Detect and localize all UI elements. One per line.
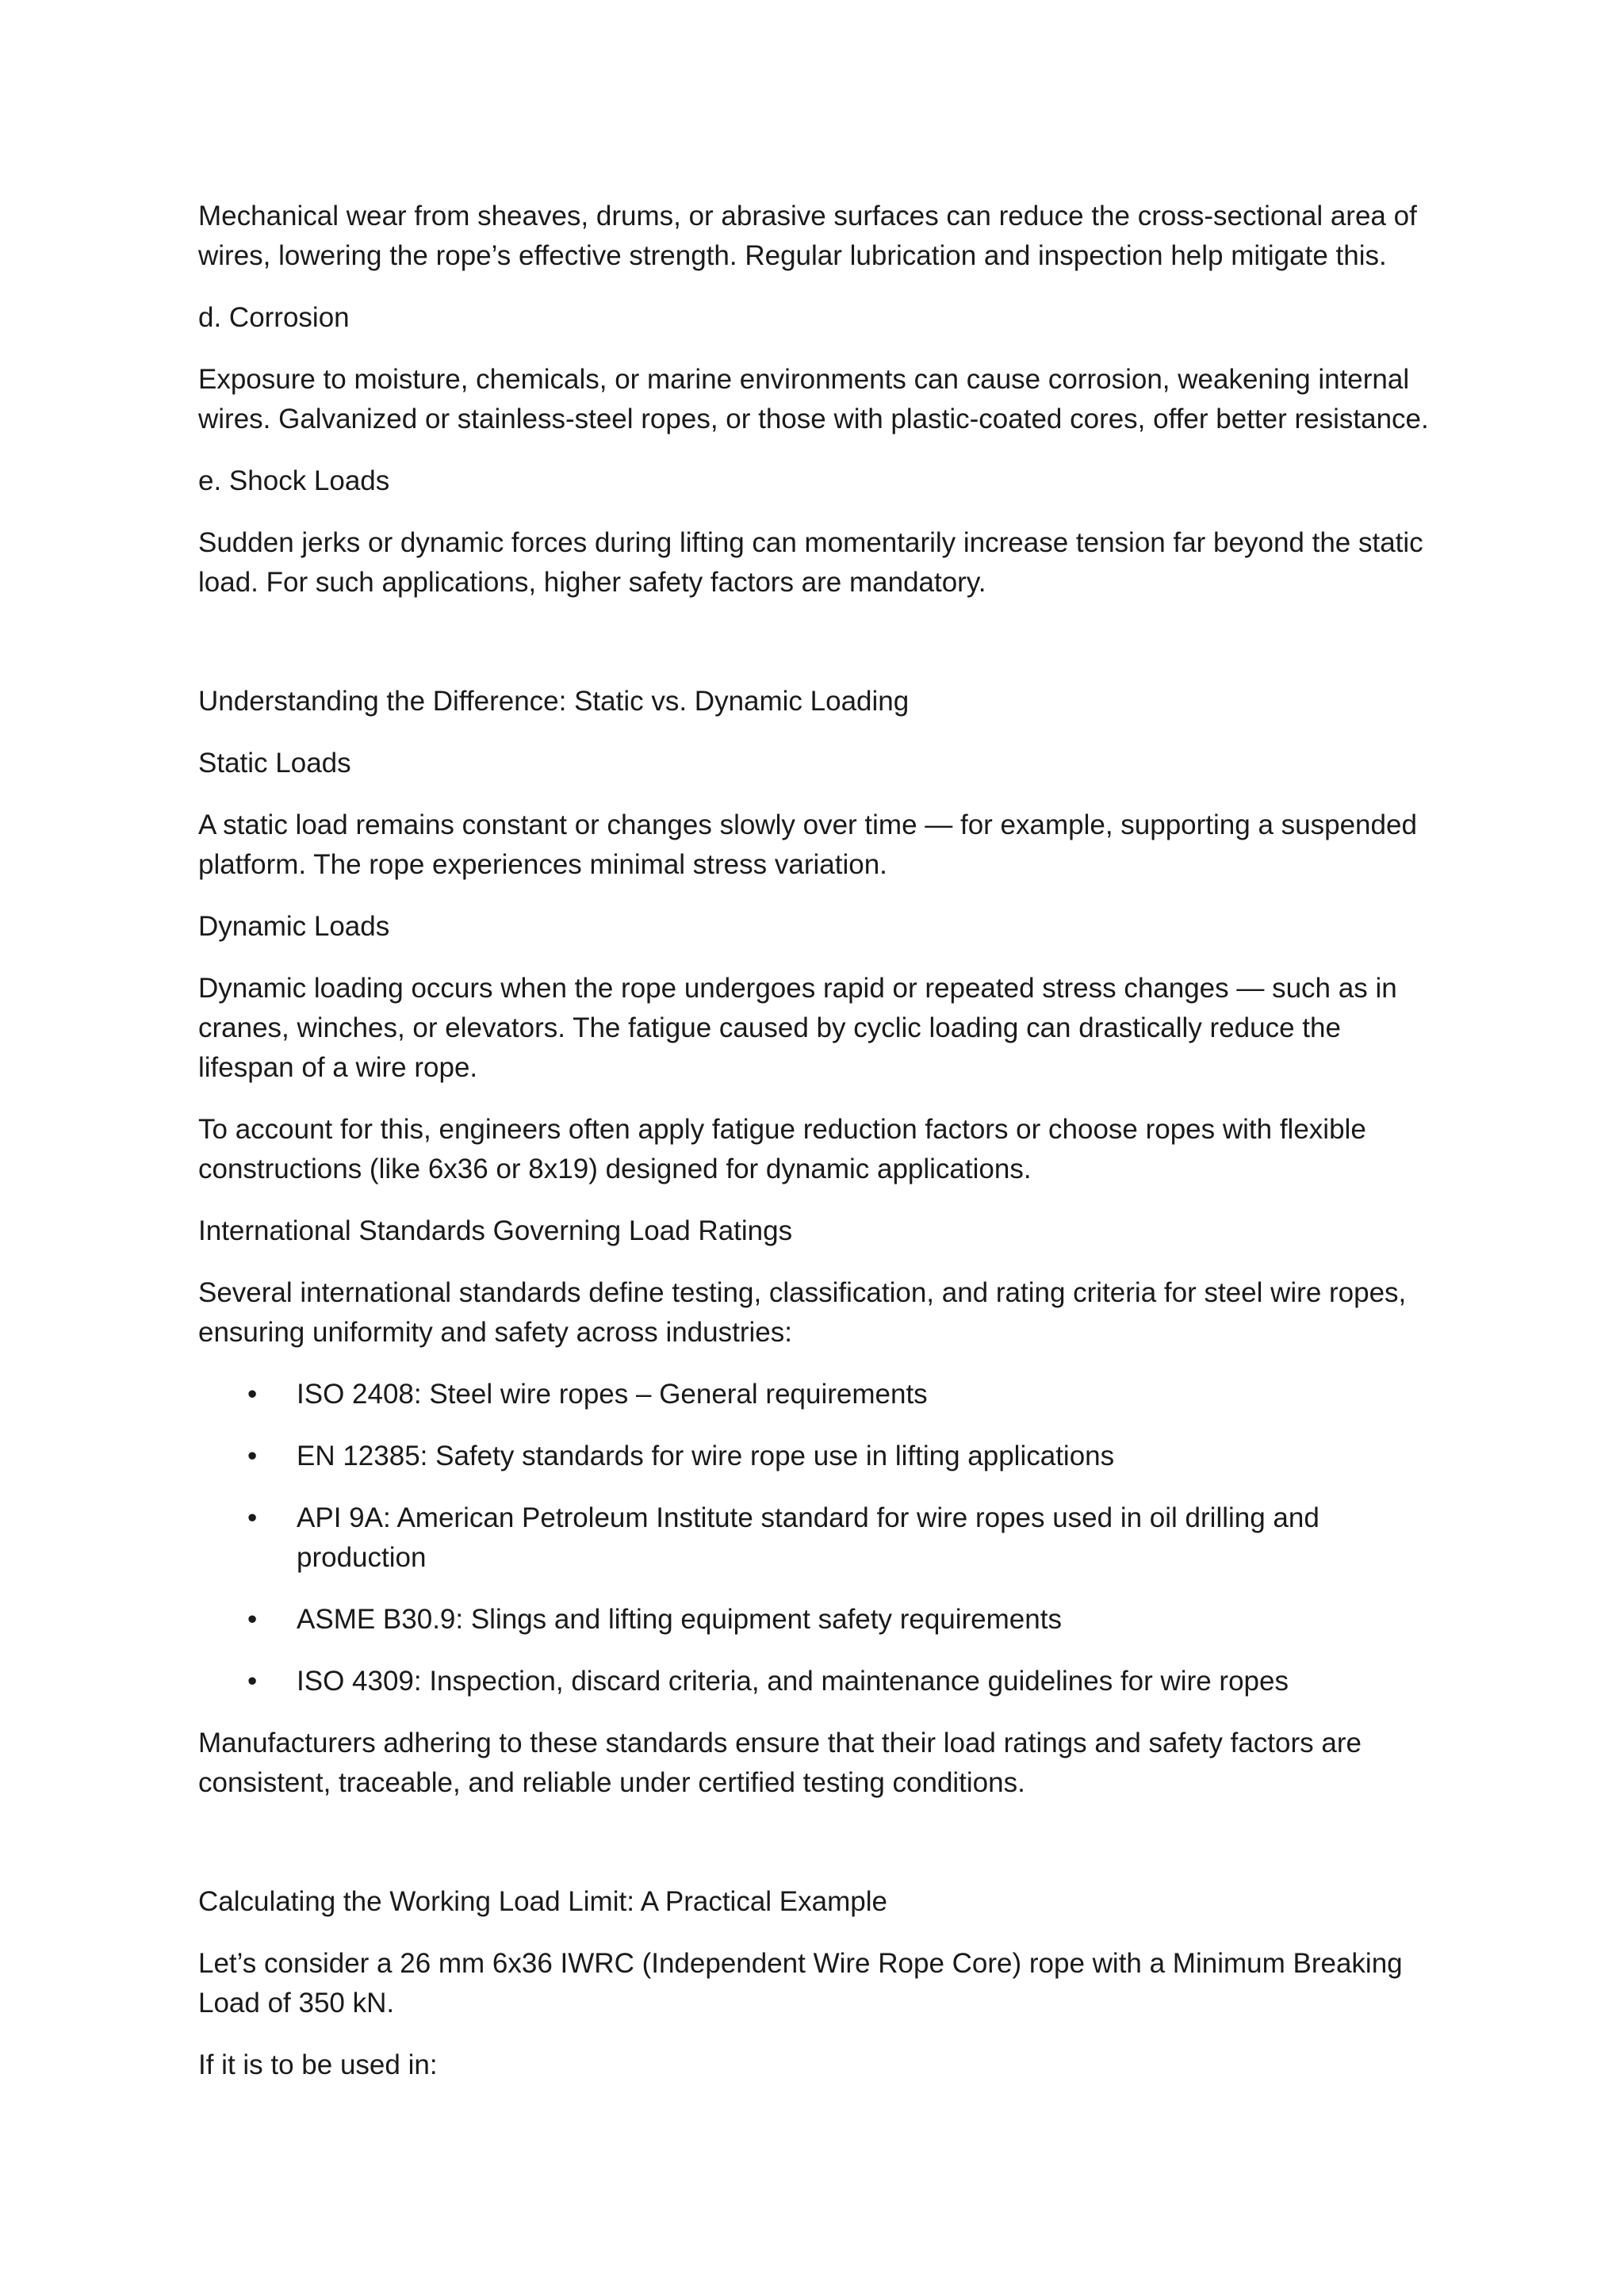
- subheading-static-loads: Static Loads: [198, 748, 351, 779]
- paragraph-corrosion: Exposure to moisture, chemicals, or marine environments can cause corrosion, weakening internal wires. Galvanized or stainless-steel ropes, or those with plastic-coated cores, offer better resistance.: [198, 364, 1429, 434]
- heading-static-vs-dynamic: Understanding the Difference: Static vs. Dynamic Loading: [198, 686, 910, 717]
- list-item: [198, 1375, 1435, 1414]
- list-item-text: ASME B30.9: Slings and lifting equipment safety requirements: [297, 1604, 1062, 1635]
- list-item-text: ISO 4309: Inspection, discard criteria, and maintenance guidelines for wire ropes: [297, 1666, 1289, 1697]
- paragraph-example-rope: Let’s consider a 26 mm 6x36 IWRC (Independent Wire Rope Core) rope with a Minimum Breaking Load of 350 kN.: [198, 1948, 1403, 2019]
- standards-list: [198, 1375, 1435, 1701]
- paragraph-shock-loads: Sudden jerks or dynamic forces during lifting can momentarily increase tension far beyond the static load. For such applications, higher safety factors are mandatory.: [198, 527, 1423, 598]
- paragraph-dynamic-loads: Dynamic loading occurs when the rope undergoes rapid or repeated stress changes — such as in cranes, winches, or elevators. The fatigue caused by cyclic loading can drastically reduce the lifespan of a wire rope.: [198, 973, 1397, 1083]
- paragraph-standards-intro: Several international standards define testing, classification, and rating criteria for steel wire ropes, ensuring uniformity and safety across industries:: [198, 1277, 1407, 1348]
- list-item-text: ISO 2408: Steel wire ropes – General requirements: [297, 1379, 928, 1410]
- paragraph-mechanical-wear: Mechanical wear from sheaves, drums, or abrasive surfaces can reduce the cross-sectional area of wires, lowering the rope’s effective strength. Regular lubrication and inspection help mitigate this.: [198, 201, 1417, 271]
- list-item: [198, 1437, 1435, 1476]
- paragraph-static-loads: A static load remains constant or changes slowly over time — for example, supporting a suspended platform. The rope experiences minimal stress variation.: [198, 809, 1417, 880]
- list-item-text: API 9A: American Petroleum Institute standard for wire ropes used in oil drilling and production: [297, 1502, 1320, 1573]
- subheading-shock-loads: e. Shock Loads: [198, 465, 390, 496]
- list-item: [198, 1498, 1435, 1578]
- bullet-icon: •: [247, 1379, 258, 1410]
- paragraph-fatigue-account: To account for this, engineers often apply fatigue reduction factors or choose ropes with flexible constructions (like 6x36 or 8x19) designed for dynamic applications.: [198, 1114, 1366, 1184]
- list-item: [198, 1600, 1435, 1640]
- subheading-dynamic-loads: Dynamic Loads: [198, 911, 390, 942]
- bullet-icon: •: [247, 1441, 258, 1471]
- bullet-icon: •: [247, 1666, 258, 1697]
- paragraph-standards-closing: Manufacturers adhering to these standards ensure that their load ratings and safety factors are consistent, traceable, and reliable under certified testing conditions.: [198, 1728, 1362, 1798]
- subheading-corrosion: d. Corrosion: [198, 302, 350, 333]
- document-body: [198, 197, 1435, 2107]
- bullet-icon: •: [247, 1502, 258, 1533]
- list-item: [198, 1662, 1435, 1701]
- heading-international-standards: International Standards Governing Load Ratings: [198, 1215, 793, 1246]
- list-item-text: EN 12385: Safety standards for wire rope use in lifting applications: [297, 1441, 1115, 1471]
- bullet-icon: •: [247, 1604, 258, 1635]
- paragraph-if-used-in: If it is to be used in:: [198, 2049, 438, 2080]
- heading-practical-example: Calculating the Working Load Limit: A Practical Example: [198, 1886, 887, 1917]
